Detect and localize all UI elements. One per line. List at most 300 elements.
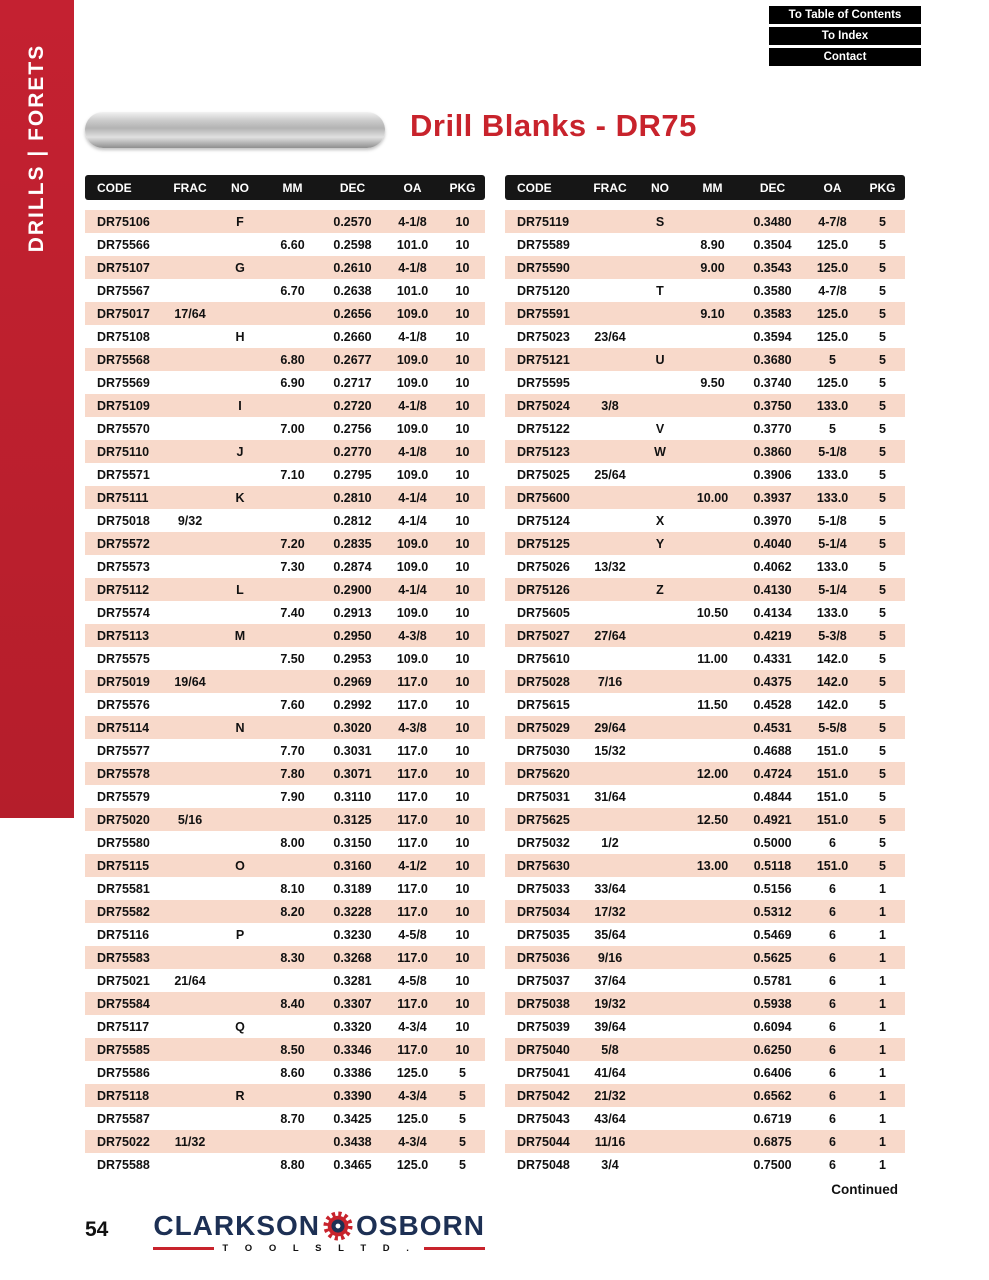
cell-code: DR75120: [517, 283, 570, 298]
table-row: [85, 210, 485, 233]
cell-code: DR75595: [517, 375, 570, 390]
cell-dec: 0.2900: [333, 582, 372, 597]
cell-frac: 5/16: [177, 812, 203, 827]
cell-dec: 0.3307: [333, 996, 372, 1011]
drill-blank-photo: [85, 112, 385, 148]
cell-pkg: 10: [455, 950, 470, 965]
cell-dec: 0.3740: [753, 375, 792, 390]
column-header-frac: FRAC: [593, 180, 627, 195]
cell-mm: 7.10: [280, 467, 305, 482]
cell-oa: 133.0: [816, 398, 849, 413]
cell-code: DR75570: [97, 421, 150, 436]
cell-code: DR75569: [97, 375, 150, 390]
cell-no: N: [235, 720, 245, 735]
cell-code: DR75588: [97, 1157, 150, 1172]
cell-pkg: 1: [879, 950, 886, 965]
cell-pkg: 1: [879, 1065, 886, 1080]
cell-code: DR75591: [517, 306, 570, 321]
cell-mm: 8.00: [280, 835, 305, 850]
cell-code: DR75586: [97, 1065, 150, 1080]
cell-pkg: 5: [879, 214, 886, 229]
cell-oa: 101.0: [396, 237, 429, 252]
cell-dec: 0.3110: [333, 789, 372, 804]
table-row: [85, 693, 485, 716]
cell-pkg: 1: [879, 881, 886, 896]
table-row: [85, 946, 485, 969]
cell-mm: 7.90: [280, 789, 305, 804]
cell-dec: 0.4688: [753, 743, 792, 758]
cell-dec: 0.6094: [753, 1019, 792, 1034]
column-header-code: CODE: [97, 180, 132, 195]
cell-oa: 117.0: [397, 743, 428, 758]
table-row: [505, 785, 905, 808]
cell-pkg: 5: [459, 1134, 466, 1149]
cell-dec: 0.2969: [333, 674, 372, 689]
table-row: [85, 1153, 485, 1176]
cell-pkg: 5: [879, 628, 886, 643]
cell-oa: 117.0: [397, 674, 428, 689]
cell-mm: 12.50: [696, 812, 729, 827]
cell-dec: 0.3071: [333, 766, 372, 781]
table-row: [85, 900, 485, 923]
cell-code: DR75122: [517, 421, 570, 436]
table-row: [505, 279, 905, 302]
cell-dec: 0.6250: [753, 1042, 792, 1057]
cell-oa: 101.0: [396, 283, 429, 298]
cell-frac: 31/64: [594, 789, 626, 804]
cell-oa: 6: [829, 1088, 836, 1103]
cell-pkg: 10: [455, 766, 470, 781]
cell-code: DR75036: [517, 950, 570, 965]
cell-mm: 10.50: [696, 605, 729, 620]
cell-oa: 125.0: [396, 1111, 429, 1126]
cell-dec: 0.3583: [753, 306, 792, 321]
cell-dec: 0.2598: [333, 237, 372, 252]
table-row: [85, 348, 485, 371]
cell-mm: 12.00: [696, 766, 729, 781]
cell-pkg: 10: [455, 605, 470, 620]
cell-dec: 0.3189: [333, 881, 372, 896]
cell-mm: 7.50: [280, 651, 305, 666]
cell-pkg: 5: [879, 674, 886, 689]
cell-dec: 0.5938: [753, 996, 792, 1011]
cell-oa: 133.0: [816, 490, 849, 505]
cell-oa: 117.0: [397, 835, 428, 850]
cell-code: DR75574: [97, 605, 150, 620]
cell-oa: 109.0: [396, 306, 429, 321]
cell-dec: 0.4130: [753, 582, 792, 597]
cell-pkg: 10: [455, 306, 470, 321]
cell-mm: 6.80: [280, 352, 305, 367]
cell-code: DR75568: [97, 352, 150, 367]
cell-pkg: 5: [879, 444, 886, 459]
cell-oa: 117.0: [397, 996, 428, 1011]
cell-pkg: 5: [879, 536, 886, 551]
cell-oa: 4-3/4: [398, 1088, 427, 1103]
nav-buttons: [769, 6, 921, 69]
cell-oa: 109.0: [396, 536, 429, 551]
table-body-right: [505, 210, 905, 1176]
cell-pkg: 5: [879, 720, 886, 735]
table-row: [85, 1061, 485, 1084]
cell-code: DR75106: [97, 214, 150, 229]
cell-pkg: 10: [455, 858, 470, 873]
table-row: [85, 486, 485, 509]
cell-mm: 9.50: [700, 375, 725, 390]
cell-pkg: 10: [455, 789, 470, 804]
cell-pkg: 1: [879, 904, 886, 919]
cell-pkg: 10: [455, 582, 470, 597]
table-row: [505, 440, 905, 463]
table-row: [85, 670, 485, 693]
cell-no: I: [238, 398, 242, 413]
table-header-left: [85, 175, 485, 200]
cell-pkg: 1: [879, 1157, 886, 1172]
cell-dec: 0.3020: [333, 720, 372, 735]
cell-dec: 0.3281: [333, 973, 372, 988]
company-logo: [153, 1210, 485, 1254]
table-row: [505, 532, 905, 555]
column-header-frac: FRAC: [173, 180, 207, 195]
cell-code: DR75126: [517, 582, 570, 597]
table-row: [85, 440, 485, 463]
page-footer: [85, 1210, 485, 1254]
cell-mm: 8.60: [280, 1065, 305, 1080]
cell-no: F: [236, 214, 244, 229]
cell-pkg: 10: [455, 996, 470, 1011]
cell-dec: 0.3228: [333, 904, 372, 919]
table-row: [85, 739, 485, 762]
cell-pkg: 5: [879, 398, 886, 413]
cell-oa: 5-1/8: [818, 513, 847, 528]
cell-pkg: 1: [879, 1088, 886, 1103]
cell-no: Z: [656, 582, 664, 597]
page-number: 54: [85, 1218, 109, 1241]
cell-dec: 0.5156: [753, 881, 792, 896]
cell-pkg: 5: [459, 1111, 466, 1126]
cell-dec: 0.3906: [753, 467, 792, 482]
cell-pkg: 5: [459, 1065, 466, 1080]
cell-oa: 6: [829, 1042, 836, 1057]
cell-dec: 0.6406: [753, 1065, 792, 1080]
cell-oa: 4-3/8: [398, 628, 427, 643]
cell-dec: 0.2953: [333, 651, 372, 666]
cell-pkg: 5: [879, 651, 886, 666]
cell-frac: 9/32: [177, 513, 203, 528]
cell-mm: 9.10: [700, 306, 725, 321]
cell-dec: 0.5118: [753, 858, 792, 873]
cell-code: DR75043: [517, 1111, 570, 1126]
cell-code: DR75025: [517, 467, 570, 482]
cell-dec: 0.4062: [753, 559, 792, 574]
cell-frac: 19/64: [174, 674, 206, 689]
cell-dec: 0.3160: [333, 858, 372, 873]
logo-red-line-right: [424, 1247, 485, 1250]
table-row: [85, 762, 485, 785]
cell-mm: 8.70: [280, 1111, 305, 1126]
table-row: [505, 348, 905, 371]
table-row: [85, 647, 485, 670]
cell-dec: 0.3386: [333, 1065, 372, 1080]
table-row: [85, 969, 485, 992]
logo-red-line-left: [153, 1247, 214, 1250]
cell-pkg: 5: [879, 237, 886, 252]
table-row: [505, 946, 905, 969]
cell-oa: 117.0: [397, 950, 428, 965]
table-row: [505, 831, 905, 854]
column-header-pkg: PKG: [449, 180, 476, 195]
cell-frac: 27/64: [594, 628, 626, 643]
cell-pkg: 10: [455, 444, 470, 459]
cell-code: DR75589: [517, 237, 570, 252]
gear-logo-icon: [323, 1211, 353, 1241]
table-row: [505, 555, 905, 578]
cell-oa: 125.0: [816, 375, 849, 390]
table-header-right: [505, 175, 905, 200]
cell-mm: 11.00: [697, 651, 728, 666]
cell-oa: 5-1/4: [818, 536, 847, 551]
cell-oa: 4-1/8: [398, 260, 427, 275]
cell-dec: 0.2720: [333, 398, 372, 413]
cell-no: T: [656, 283, 664, 298]
cell-dec: 0.3346: [333, 1042, 372, 1057]
cell-pkg: 10: [455, 835, 470, 850]
cell-code: DR75113: [97, 628, 150, 643]
cell-frac: 5/8: [601, 1042, 619, 1057]
sidebar-label: DRILLS | FORETS: [25, 43, 48, 253]
cell-frac: 21/64: [174, 973, 206, 988]
cell-pkg: 10: [455, 421, 470, 436]
column-header-dec: DEC: [759, 180, 786, 195]
cell-code: DR75030: [517, 743, 570, 758]
cell-dec: 0.3937: [753, 490, 792, 505]
cell-no: P: [235, 927, 245, 942]
cell-dec: 0.2656: [333, 306, 372, 321]
table-row: [85, 371, 485, 394]
table-row: [505, 601, 905, 624]
table-row: [505, 923, 905, 946]
cell-no: H: [235, 329, 245, 344]
cell-code: DR75590: [517, 260, 570, 275]
cell-pkg: 10: [455, 1019, 470, 1034]
cell-oa: 5-5/8: [818, 720, 847, 735]
nav-index-button[interactable]: To Index: [769, 27, 921, 45]
cell-oa: 4-1/8: [398, 444, 427, 459]
cell-frac: 25/64: [594, 467, 626, 482]
cell-dec: 0.3680: [753, 352, 792, 367]
cell-pkg: 10: [455, 352, 470, 367]
cell-code: DR75577: [97, 743, 150, 758]
cell-pkg: 5: [879, 743, 886, 758]
cell-oa: 151.0: [816, 766, 849, 781]
cell-oa: 6: [829, 835, 836, 850]
cell-frac: 39/64: [594, 1019, 626, 1034]
cell-frac: 23/64: [594, 329, 626, 344]
cell-dec: 0.3438: [333, 1134, 372, 1149]
cell-dec: 0.2874: [333, 559, 372, 574]
cell-code: DR75576: [97, 697, 150, 712]
cell-code: DR75044: [517, 1134, 570, 1149]
table-row: [85, 992, 485, 1015]
cell-mm: 13.00: [696, 858, 729, 873]
cell-pkg: 1: [879, 996, 886, 1011]
cell-oa: 125.0: [396, 1157, 429, 1172]
cell-code: DR75029: [517, 720, 570, 735]
cell-code: DR75018: [97, 513, 150, 528]
cell-pkg: 5: [879, 766, 886, 781]
table-row: [85, 256, 485, 279]
cell-code: DR75039: [517, 1019, 570, 1034]
cell-no: R: [235, 1088, 245, 1103]
cell-mm: 7.80: [280, 766, 305, 781]
table-row: [85, 325, 485, 348]
cell-oa: 6: [829, 950, 836, 965]
table-row: [505, 463, 905, 486]
table-row: [505, 210, 905, 233]
cell-oa: 4-3/4: [398, 1019, 427, 1034]
cell-mm: 9.00: [700, 260, 725, 275]
cell-dec: 0.3320: [333, 1019, 372, 1034]
cell-mm: 7.30: [280, 559, 305, 574]
cell-code: DR75587: [97, 1111, 150, 1126]
cell-dec: 0.3504: [753, 237, 792, 252]
cell-oa: 125.0: [816, 306, 849, 321]
cell-oa: 6: [829, 973, 836, 988]
cell-pkg: 10: [455, 881, 470, 896]
cell-oa: 109.0: [396, 421, 429, 436]
table-row: [505, 417, 905, 440]
cell-oa: 125.0: [816, 260, 849, 275]
cell-code: DR75111: [97, 490, 149, 505]
cell-frac: 9/16: [597, 950, 623, 965]
cell-oa: 109.0: [396, 559, 429, 574]
table-row: [505, 900, 905, 923]
table-row: [505, 716, 905, 739]
cell-oa: 117.0: [397, 766, 428, 781]
cell-pkg: 5: [879, 329, 886, 344]
cell-pkg: 10: [455, 927, 470, 942]
cell-pkg: 5: [879, 260, 886, 275]
cell-frac: 7/16: [597, 674, 623, 689]
cell-pkg: 1: [879, 1134, 886, 1149]
cell-mm: 8.40: [280, 996, 305, 1011]
table-row: [85, 279, 485, 302]
cell-dec: 0.3390: [333, 1088, 372, 1103]
cell-code: DR75118: [97, 1088, 150, 1103]
cell-dec: 0.4724: [753, 766, 792, 781]
cell-dec: 0.2677: [333, 352, 372, 367]
cell-code: DR75579: [97, 789, 150, 804]
cell-oa: 4-1/2: [398, 858, 427, 873]
cell-oa: 5-3/8: [818, 628, 847, 643]
cell-pkg: 10: [455, 812, 470, 827]
cell-no: G: [235, 260, 245, 275]
cell-oa: 6: [829, 1157, 836, 1172]
table-row: [85, 854, 485, 877]
cell-frac: 17/32: [594, 904, 626, 919]
cell-mm: 8.50: [280, 1042, 305, 1057]
table-row: [85, 302, 485, 325]
cell-mm: 7.40: [280, 605, 305, 620]
cell-dec: 0.6562: [753, 1088, 792, 1103]
page-title: Drill Blanks - DR75: [410, 108, 697, 143]
cell-frac: 33/64: [594, 881, 626, 896]
cell-code: DR75041: [517, 1065, 570, 1080]
cell-code: DR75583: [97, 950, 150, 965]
nav-contact-button[interactable]: Contact: [769, 48, 921, 66]
cell-dec: 0.2638: [333, 283, 372, 298]
cell-oa: 109.0: [396, 352, 429, 367]
cell-dec: 0.3770: [753, 421, 792, 436]
nav-table-of-contents-button[interactable]: To Table of Contents: [769, 6, 921, 24]
table-row: [85, 1015, 485, 1038]
table-row: [505, 486, 905, 509]
cell-oa: 4-1/8: [398, 398, 427, 413]
table-row: [505, 578, 905, 601]
cell-oa: 4-1/8: [398, 214, 427, 229]
cell-pkg: 10: [455, 720, 470, 735]
cell-code: DR75585: [97, 1042, 150, 1057]
table-row: [85, 233, 485, 256]
cell-dec: 0.3031: [333, 743, 372, 758]
cell-code: DR75572: [97, 536, 150, 551]
table-row: [85, 1084, 485, 1107]
cell-pkg: 5: [879, 605, 886, 620]
cell-dec: 0.3480: [753, 214, 792, 229]
table-row: [85, 785, 485, 808]
cell-frac: 21/32: [594, 1088, 626, 1103]
cell-oa: 109.0: [396, 651, 429, 666]
cell-dec: 0.2795: [333, 467, 372, 482]
cell-oa: 109.0: [396, 375, 429, 390]
cell-pkg: 10: [455, 674, 470, 689]
cell-oa: 125.0: [396, 1065, 429, 1080]
cell-code: DR75581: [97, 881, 150, 896]
cell-oa: 4-3/8: [398, 720, 427, 735]
cell-no: X: [655, 513, 665, 528]
cell-dec: 0.3425: [333, 1111, 372, 1126]
cell-oa: 6: [829, 881, 836, 896]
cell-mm: 7.20: [280, 536, 305, 551]
cell-frac: 11/32: [174, 1134, 206, 1149]
cell-code: DR75027: [517, 628, 570, 643]
cell-oa: 117.0: [397, 881, 428, 896]
cell-pkg: 5: [879, 582, 886, 597]
cell-pkg: 1: [879, 1019, 886, 1034]
cell-oa: 6: [829, 1134, 836, 1149]
cell-no: L: [236, 582, 244, 597]
cell-oa: 117.0: [397, 789, 428, 804]
table-row: [85, 1038, 485, 1061]
table-row: [85, 923, 485, 946]
column-header-mm: MM: [702, 180, 723, 195]
cell-mm: 8.20: [280, 904, 305, 919]
cell-dec: 0.6875: [753, 1134, 792, 1149]
cell-oa: 5: [829, 352, 836, 367]
cell-code: DR75121: [517, 352, 570, 367]
cell-mm: 7.70: [280, 743, 305, 758]
cell-dec: 0.4921: [753, 812, 792, 827]
table-row: [505, 256, 905, 279]
cell-dec: 0.2835: [333, 536, 372, 551]
cell-oa: 117.0: [397, 812, 428, 827]
cell-no: O: [235, 858, 245, 873]
cell-frac: 19/32: [594, 996, 626, 1011]
cell-oa: 109.0: [396, 467, 429, 482]
cell-oa: 142.0: [816, 697, 849, 712]
cell-code: DR75035: [517, 927, 570, 942]
cell-pkg: 5: [459, 1088, 466, 1103]
